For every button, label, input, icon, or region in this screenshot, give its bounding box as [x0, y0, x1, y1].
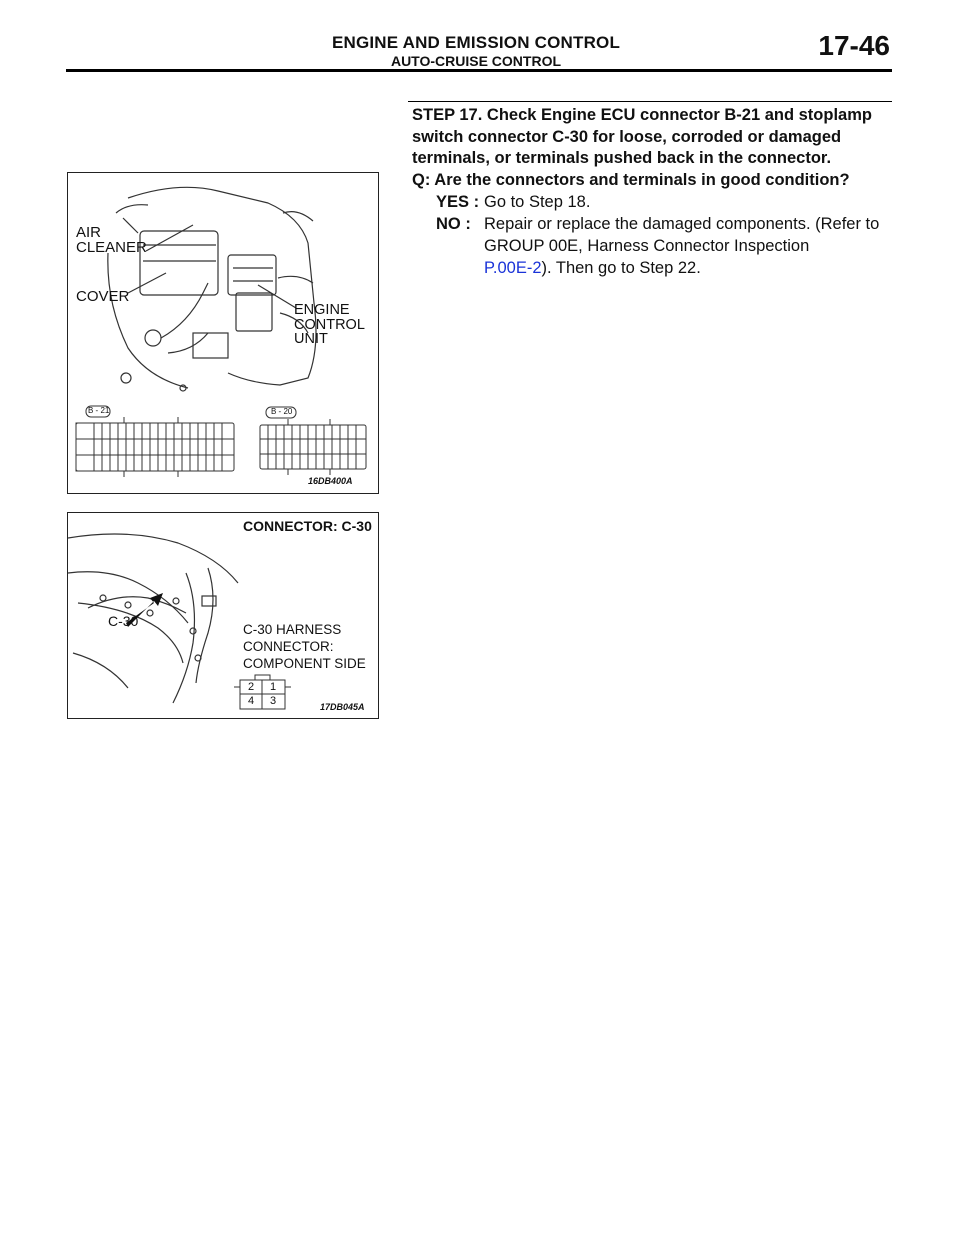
engine-label: ENGINE [294, 302, 350, 318]
desc-line: CONNECTOR: [243, 639, 334, 654]
connector-c30-figure [67, 512, 379, 719]
pin-label: 2 [248, 681, 255, 693]
answer-no [436, 213, 896, 255]
answer-no-text: GROUP 00E, Harness Connector Inspection [484, 237, 810, 255]
section-subtitle: AUTO-CRUISE CONTROL [390, 53, 562, 69]
unit-label: UNIT [294, 331, 328, 347]
reference-link[interactable]: P.00E-2 [484, 259, 542, 277]
c30-callout: C-30 [108, 613, 139, 629]
step-line: terminals, or terminals pushed back in the connector. [412, 149, 832, 167]
air-label: AIR [76, 224, 102, 241]
desc-line: COMPONENT SIDE [243, 656, 366, 671]
cover-label: COVER [76, 288, 130, 305]
c30-description [243, 621, 366, 672]
step-heading [412, 105, 892, 191]
control-label: CONTROL [294, 316, 365, 333]
step-divider [408, 101, 892, 102]
pin-label: 1 [270, 681, 277, 693]
reference-suffix: ). Then go to Step 22. [541, 259, 701, 277]
pin-label: 4 [248, 695, 255, 707]
step-line: switch connector C-30 for loose, corroded or damaged [412, 127, 842, 146]
figure-title: CONNECTOR: C-30 [243, 518, 372, 534]
step-question: Q: Are the connectors and terminals in good condition? [412, 170, 850, 189]
cleaner-label: CLEANER [76, 239, 147, 256]
page-number: 17-46 [818, 30, 890, 61]
step-line: STEP 17. Check Engine ECU connector B-21 and stoplamp [412, 106, 872, 124]
air-cleaner-label [76, 225, 147, 255]
pin-label: 3 [270, 695, 277, 707]
connector-b21-label: B - 21 [88, 406, 110, 415]
section-title: ENGINE AND EMISSION CONTROL [331, 33, 621, 52]
header-divider [66, 69, 892, 72]
desc-line: C-30 HARNESS [243, 622, 342, 637]
answer-yes-text: Go to Step 18. [484, 193, 591, 211]
answer-no-label: NO : [436, 215, 471, 233]
figure-code: 17DB045A [320, 702, 365, 712]
answer-no-text: Repair or replace the damaged components. (Refer to [484, 215, 880, 233]
connector-b20-label: B - 20 [271, 407, 293, 416]
figure-code: 16DB400A [308, 476, 353, 486]
engine-ecu-figure [67, 172, 379, 494]
answer-yes-label: YES : [436, 193, 480, 211]
answer-yes [436, 191, 590, 213]
answer-no-reference [484, 257, 701, 279]
engine-control-unit-label [294, 303, 365, 347]
